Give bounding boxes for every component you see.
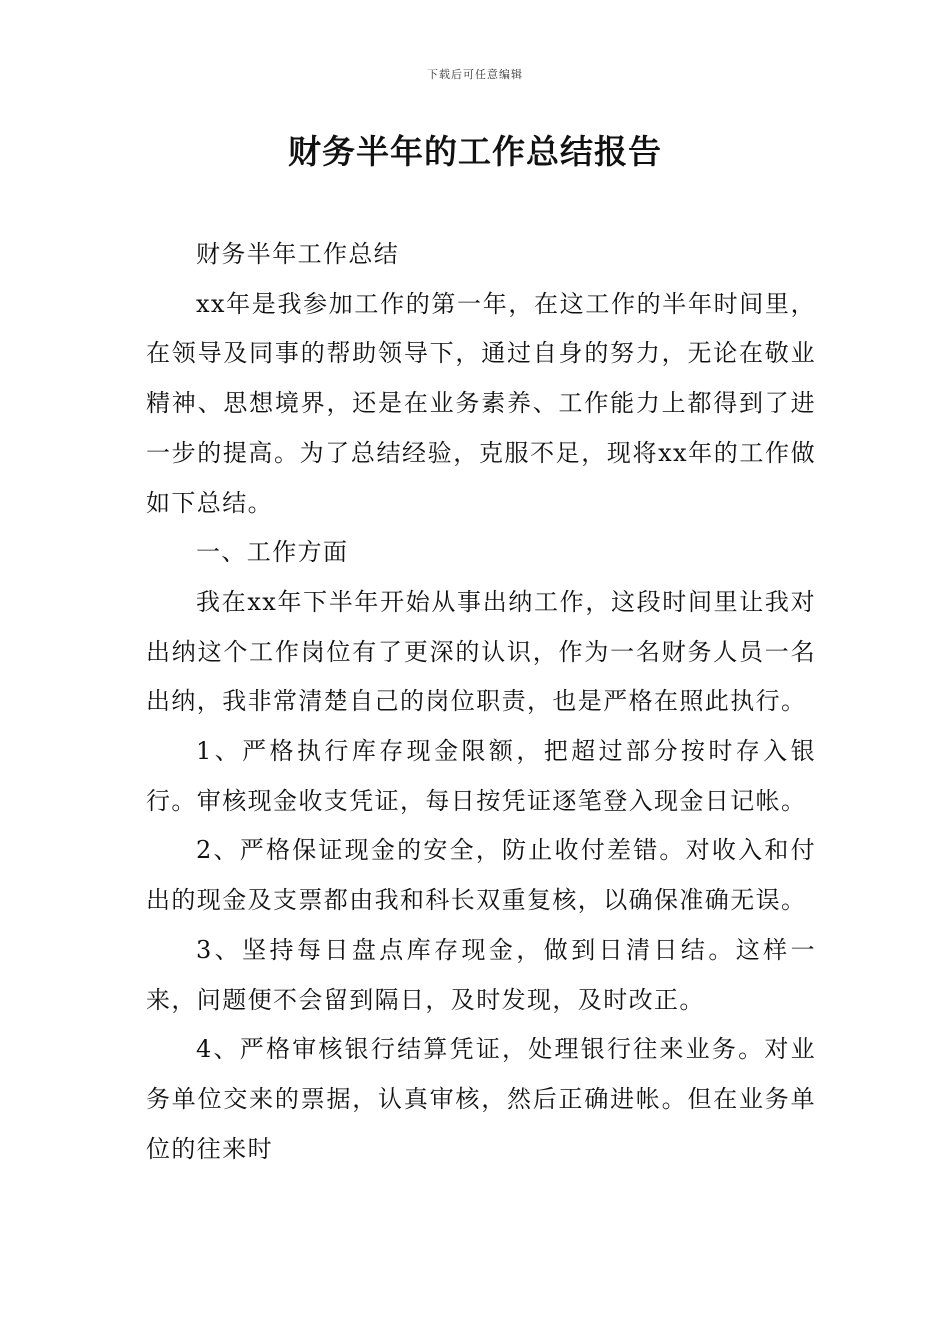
section-heading-work: 一、工作方面 xyxy=(196,538,349,567)
document-body xyxy=(146,230,816,1174)
list-item-3: 3、坚持每日盘点库存现金，做到日清日结。这样一来，问题便不会留到隔日，及时发现，及时改正。 xyxy=(146,935,816,1014)
paragraph-cashier-role: 我在xx年下半年开始从事出纳工作，这段时间里让我对出纳这个工作岗位有了更深的认识，作为一名财务人员一名出纳，我非常清楚自己的岗位职责，也是严格在照此执行。 xyxy=(146,587,816,716)
header-note: 下载后可任意编辑 xyxy=(427,68,523,81)
document-title: 财务半年的工作总结报告 xyxy=(288,132,662,171)
paragraph-subtitle: 财务半年工作总结 xyxy=(196,240,400,268)
list-item-2: 2、严格保证现金的安全，防止收付差错。对收入和付出的现金及支票都由我和科长双重复核，以确保准确无误。 xyxy=(146,836,816,915)
list-item-1: 1、严格执行库存现金限额，把超过部分按时存入银行。审核现金收支凭证，每日按凭证逐笔登入现金日记帐。 xyxy=(146,737,816,815)
paragraph-intro: xx年是我参加工作的第一年，在这工作的半年时间里，在领导及同事的帮助领导下，通过自身的努力，无论在敬业精神、思想境界，还是在业务素养、工作能力上都得到了进一步的提高。为了总结经验，克服不足，现将xx年的工作做如下总结。 xyxy=(146,289,816,517)
list-item-4: 4、严格审核银行结算凭证，处理银行往来业务。对业务单位交来的票据，认真审核，然后正确进帐。但在业务单位的往来时 xyxy=(146,1035,816,1163)
